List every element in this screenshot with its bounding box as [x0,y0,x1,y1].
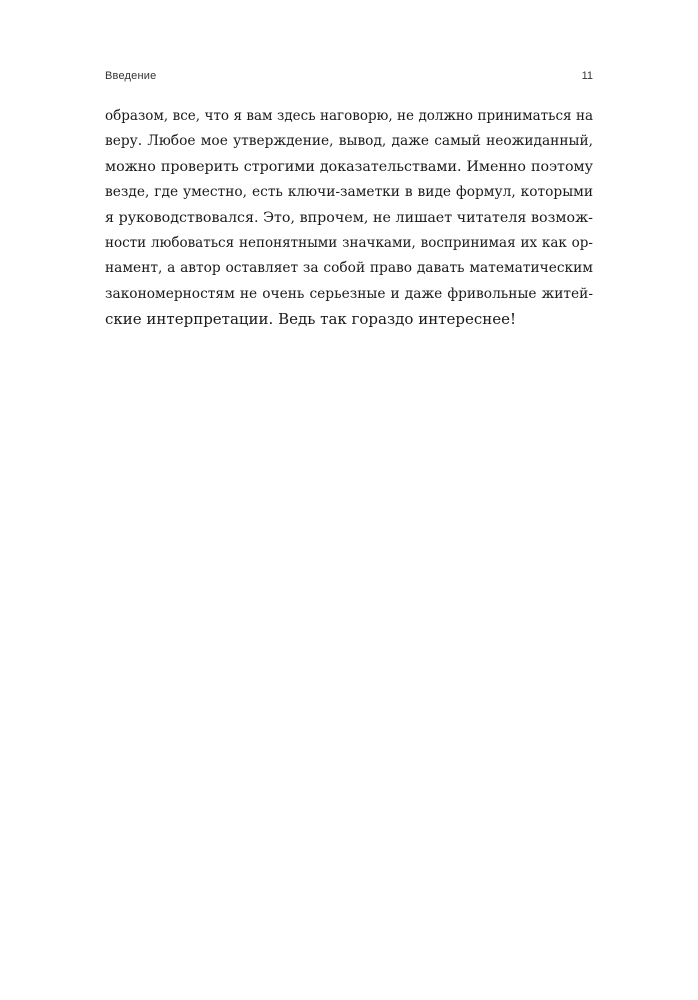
text-line: намент, а автор оставляет за собой право давать математическим [105,260,593,277]
page-number: 11 [581,70,593,82]
body-paragraph [105,104,593,333]
text-line: можно проверить строгими доказательствами. Именно поэтому [105,158,593,175]
running-head: Введение [105,70,157,82]
text-line: я руководствовался. Это, впрочем, не лишает читателя возмож- [105,209,593,226]
text-line: везде, где уместно, есть ключи-заметки в виде формул, которыми [105,184,593,201]
text-line: закономерностям не очень серьезные и даже фривольные житей- [105,285,593,302]
text-line: образом, все, что я вам здесь наговорю, не должно приниматься на [105,108,593,124]
text-line: веру. Любое мое утверждение, вывод, даже самый неожиданный, [105,133,593,150]
text-line: ности любоваться непонятными значками, воспринимая их как ор- [105,234,593,251]
page-header [105,70,593,86]
text-line: ские интерпретации. Ведь так гораздо интереснее! [105,310,517,329]
